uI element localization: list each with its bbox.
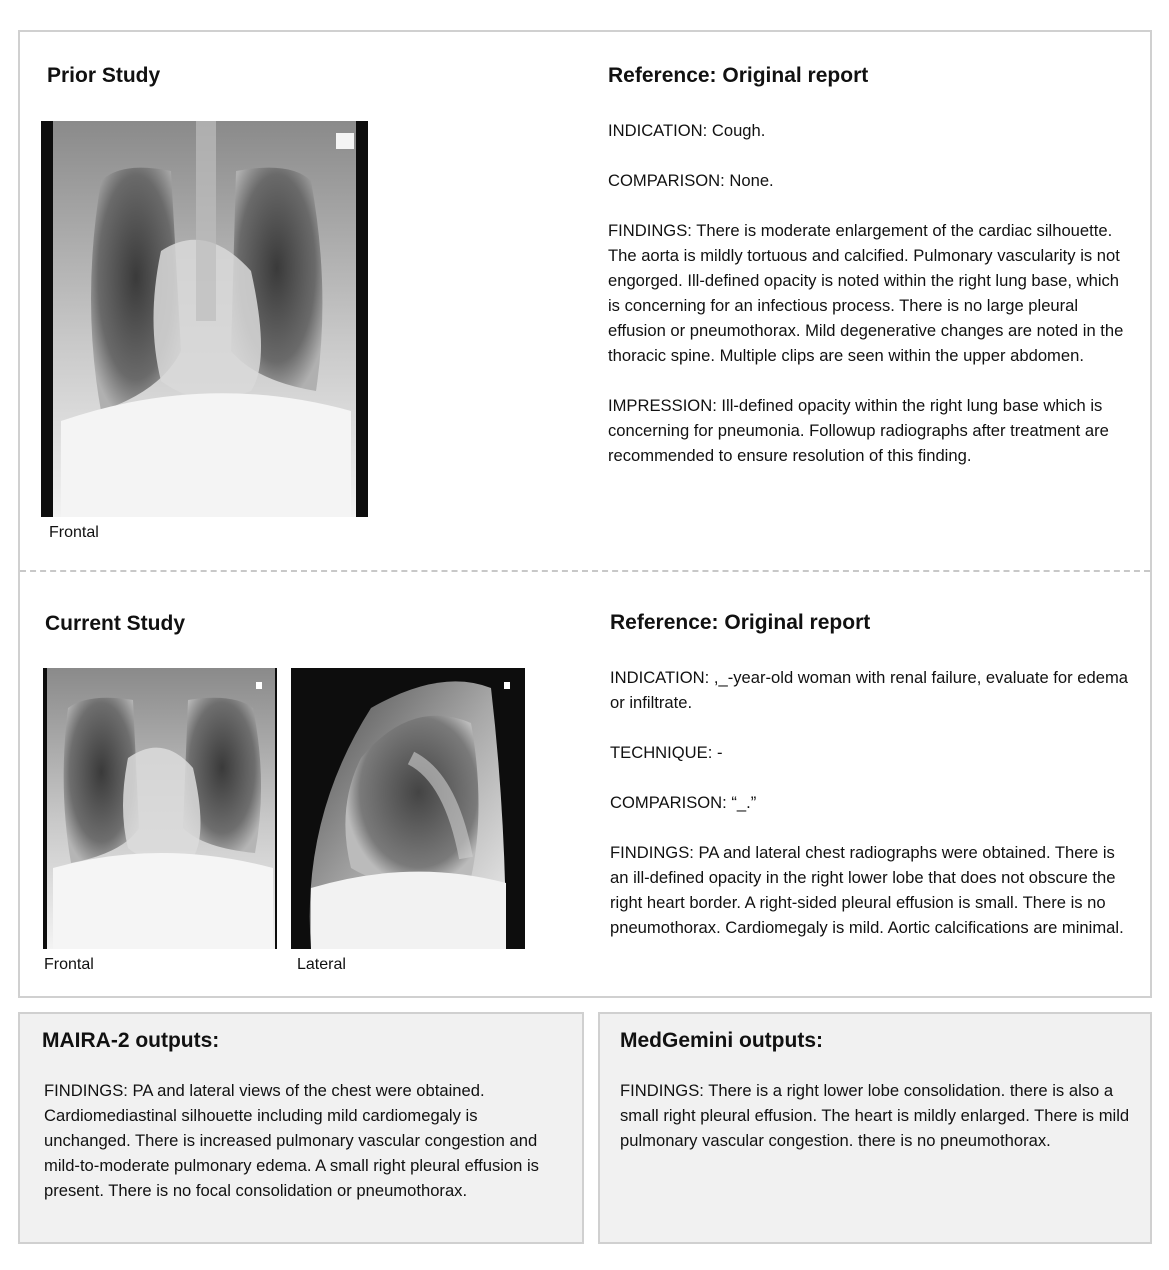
current-findings: FINDINGS: PA and lateral chest radiographs were obtained. There is an ill-defined opacity in the right lower lobe that does not obscure the right heart border. A right-sided pleural effusion is small. There is no pneumothorax. Cardiomegaly is mild. Aortic calcifications are minimal. (610, 843, 1124, 937)
current-frontal-caption: Frontal (44, 956, 94, 973)
current-comparison: COMPARISON: “_.” (610, 793, 757, 812)
prior-frontal-caption: Frontal (49, 524, 99, 541)
medgemini-heading: MedGemini outputs: (620, 1029, 823, 1052)
current-study-heading: Current Study (45, 612, 186, 635)
prior-comparison: COMPARISON: None. (608, 171, 774, 190)
prior-frontal-xray (41, 121, 368, 517)
prior-impression: IMPRESSION: Ill-defined opacity within the right lung base which is concerning for pneumonia. Followup radiographs after treatment are recommended to ensure resolution of this finding. (608, 396, 1109, 465)
medgemini-findings-text: FINDINGS: There is a right lower lobe consolidation. there is also a small right pleural effusion. The heart is mildly enlarged. There is mild pulmonary vascular congestion. there is no pneumothorax. (620, 1081, 1130, 1150)
current-report-text (610, 665, 1135, 940)
current-technique: TECHNIQUE: - (610, 743, 723, 762)
maira-findings-text: FINDINGS: PA and lateral views of the chest were obtained. Cardiomediastinal silhouette including mild cardiomegaly is unchanged. There is increased pulmonary vascular congestion and mild-to-moderate pulmonary edema. A small right pleural effusion is present. There is no focal consolidation or pneumothorax. (44, 1081, 539, 1200)
dashed-divider (20, 570, 1150, 572)
prior-indication: INDICATION: Cough. (608, 121, 766, 140)
maira-heading: MAIRA-2 outputs: (42, 1029, 220, 1052)
current-lateral-caption: Lateral (297, 956, 346, 973)
current-indication: INDICATION: ,_-year-old woman with renal failure, evaluate for edema or infiltrate. (610, 668, 1128, 712)
prior-report-heading: Reference: Original report (608, 64, 869, 87)
current-report-heading: Reference: Original report (610, 611, 871, 634)
prior-report-text (608, 118, 1128, 468)
current-frontal-xray (43, 668, 277, 949)
prior-findings: FINDINGS: There is moderate enlargement of the cardiac silhouette. The aorta is mildly tortuous and calcified. Pulmonary vascularity is not engorged. Ill-defined opacity is noted within the right lung base, which is concerning for an infectious process. There is no large pleural effusion or pneumothorax. Mild degenerative changes are noted in the thoracic spine. Multiple clips are seen within the upper abdomen. (608, 221, 1124, 365)
prior-study-heading: Prior Study (47, 64, 161, 87)
current-lateral-xray (291, 668, 525, 949)
